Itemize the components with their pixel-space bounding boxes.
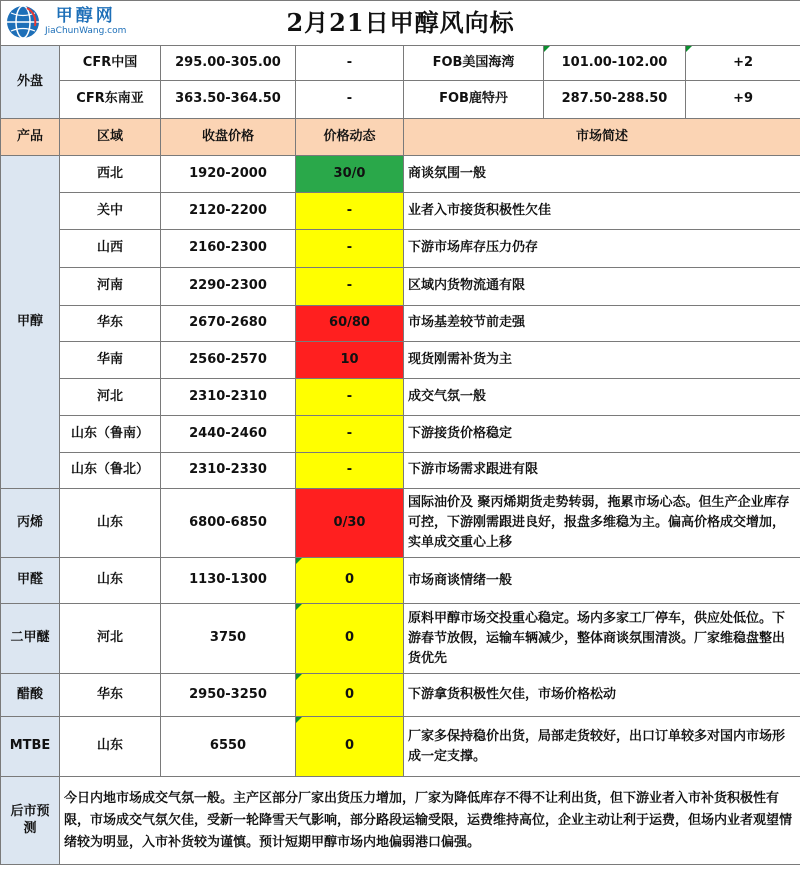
price-cell: 2160-2300 <box>161 230 296 268</box>
methanol-row <box>1 156 800 193</box>
methanol-row <box>1 230 800 268</box>
dynamic-cell: 60/80 <box>296 306 404 342</box>
methanol-row <box>1 416 800 453</box>
summary-cell: 国际油价及 聚丙烯期货走势转弱，拖累市场心态。但生产企业库存可控，下游刚需跟进良好，报盘多维稳为主。偏高价格成交增加，实单成交重心上移 <box>404 489 800 558</box>
methanol-product-label: 甲醇 <box>1 156 60 489</box>
price-cell: 2670-2680 <box>161 306 296 342</box>
col-price: 收盘价格 <box>161 119 296 156</box>
forecast-text: 今日内地市场成交气氛一般。主产区部分厂家出货压力增加，厂家为降低库存不得不让利出货，但下游业者入市补货积极性有限，市场成交气氛欠佳，受新一轮降雪天气影响，部分路段运输受限，运费维持高位，企业主动让利于运费，但场内业者观望情绪较为明显，入市补货较为谨慎。预计短期甲醇市场内地偏弱港口偏强。 <box>60 777 800 865</box>
methanol-row <box>1 379 800 416</box>
forecast-row <box>1 777 800 865</box>
price-cell: 1920-2000 <box>161 156 296 193</box>
product-row-propylene <box>1 489 800 558</box>
summary-cell: 商谈氛围一般 <box>404 156 800 193</box>
external-right-change: +9 <box>686 81 800 119</box>
region-cell: 河南 <box>60 268 161 306</box>
region-cell: 山西 <box>60 230 161 268</box>
price-cell: 6550 <box>161 717 296 777</box>
col-dynamic: 价格动态 <box>296 119 404 156</box>
price-cell: 3750 <box>161 604 296 674</box>
dynamic-cell: - <box>296 230 404 268</box>
logo-en-text: JiaChunWang.com <box>45 26 127 36</box>
summary-cell: 厂家多保持稳价出货，局部走货较好，出口订单较多对国内市场形成一定支撑。 <box>404 717 800 777</box>
methanol-row <box>1 268 800 306</box>
title-cell <box>1 1 800 46</box>
dynamic-cell: - <box>296 416 404 453</box>
external-right-price: 101.00-102.00 <box>544 46 686 81</box>
methanol-row <box>1 453 800 489</box>
price-cell: 2560-2570 <box>161 342 296 379</box>
price-cell: 2310-2330 <box>161 453 296 489</box>
summary-cell: 现货刚需补货为主 <box>404 342 800 379</box>
summary-cell: 市场基差较节前走强 <box>404 306 800 342</box>
product-label: MTBE <box>1 717 60 777</box>
external-right-name: FOB美国海湾 <box>404 46 544 81</box>
external-row <box>1 81 800 119</box>
external-left-change: - <box>296 81 404 119</box>
dynamic-cell: - <box>296 268 404 306</box>
region-cell: 华南 <box>60 342 161 379</box>
product-row-formaldehyde <box>1 558 800 604</box>
dynamic-cell: 10 <box>296 342 404 379</box>
external-left-price: 295.00-305.00 <box>161 46 296 81</box>
price-cell: 1130-1300 <box>161 558 296 604</box>
region-cell: 山东 <box>60 489 161 558</box>
product-row-mtbe <box>1 717 800 777</box>
summary-cell: 下游市场需求跟进有限 <box>404 453 800 489</box>
product-row-acetic-acid <box>1 674 800 717</box>
logo <box>5 4 126 40</box>
region-cell: 山东 <box>60 558 161 604</box>
summary-cell: 下游拿货积极性欠佳，市场价格松动 <box>404 674 800 717</box>
product-row-dme <box>1 604 800 674</box>
dynamic-cell: 0 <box>296 604 404 674</box>
region-cell: 河北 <box>60 379 161 416</box>
external-right-price: 287.50-288.50 <box>544 81 686 119</box>
dynamic-cell: - <box>296 193 404 230</box>
region-cell: 华东 <box>60 674 161 717</box>
region-cell: 西北 <box>60 156 161 193</box>
methanol-row <box>1 342 800 379</box>
globe-logo-icon <box>5 4 41 40</box>
col-product: 产品 <box>1 119 60 156</box>
region-cell: 华东 <box>60 306 161 342</box>
external-right-change: +2 <box>686 46 800 81</box>
summary-cell: 区域内货物流通有限 <box>404 268 800 306</box>
summary-cell: 成交气氛一般 <box>404 379 800 416</box>
col-summary: 市场简述 <box>404 119 800 156</box>
summary-cell: 市场商谈情绪一般 <box>404 558 800 604</box>
region-cell: 山东（鲁南） <box>60 416 161 453</box>
price-cell: 2440-2460 <box>161 416 296 453</box>
dynamic-cell: 0/30 <box>296 489 404 558</box>
summary-cell: 下游市场库存压力仍存 <box>404 230 800 268</box>
dynamic-cell: - <box>296 379 404 416</box>
external-row <box>1 46 800 81</box>
dynamic-cell: 30/0 <box>296 156 404 193</box>
region-cell: 河北 <box>60 604 161 674</box>
forecast-label: 后市预测 <box>1 777 60 865</box>
summary-cell: 原料甲醇市场交投重心稳定。场内多家工厂停车，供应处低位。下游春节放假，运输车辆减少，整体商谈氛围清淡。厂家维稳盘整出货优先 <box>404 604 800 674</box>
methanol-row <box>1 306 800 342</box>
region-cell: 山东 <box>60 717 161 777</box>
product-label: 甲醛 <box>1 558 60 604</box>
external-label: 外盘 <box>1 46 60 119</box>
external-left-change: - <box>296 46 404 81</box>
region-cell: 关中 <box>60 193 161 230</box>
dynamic-cell: 0 <box>296 558 404 604</box>
external-left-name: CFR中国 <box>60 46 161 81</box>
product-label: 醋酸 <box>1 674 60 717</box>
external-right-name: FOB鹿特丹 <box>404 81 544 119</box>
col-region: 区域 <box>60 119 161 156</box>
title-row <box>1 1 800 46</box>
dynamic-cell: - <box>296 453 404 489</box>
dynamic-cell: 0 <box>296 674 404 717</box>
logo-cn-text: 甲醇网 <box>55 6 116 26</box>
price-cell: 6800-6850 <box>161 489 296 558</box>
price-cell: 2310-2310 <box>161 379 296 416</box>
external-left-price: 363.50-364.50 <box>161 81 296 119</box>
region-cell: 山东（鲁北） <box>60 453 161 489</box>
page-title: 2月21日甲醇风向标 <box>286 8 515 37</box>
product-label: 丙烯 <box>1 489 60 558</box>
methanol-row <box>1 193 800 230</box>
external-left-name: CFR东南亚 <box>60 81 161 119</box>
summary-cell: 下游接货价格稳定 <box>404 416 800 453</box>
dynamic-cell: 0 <box>296 717 404 777</box>
price-cell: 2120-2200 <box>161 193 296 230</box>
price-cell: 2290-2300 <box>161 268 296 306</box>
column-header-row <box>1 119 800 156</box>
price-cell: 2950-3250 <box>161 674 296 717</box>
summary-cell: 业者入市接货积极性欠佳 <box>404 193 800 230</box>
product-label: 二甲醚 <box>1 604 60 674</box>
